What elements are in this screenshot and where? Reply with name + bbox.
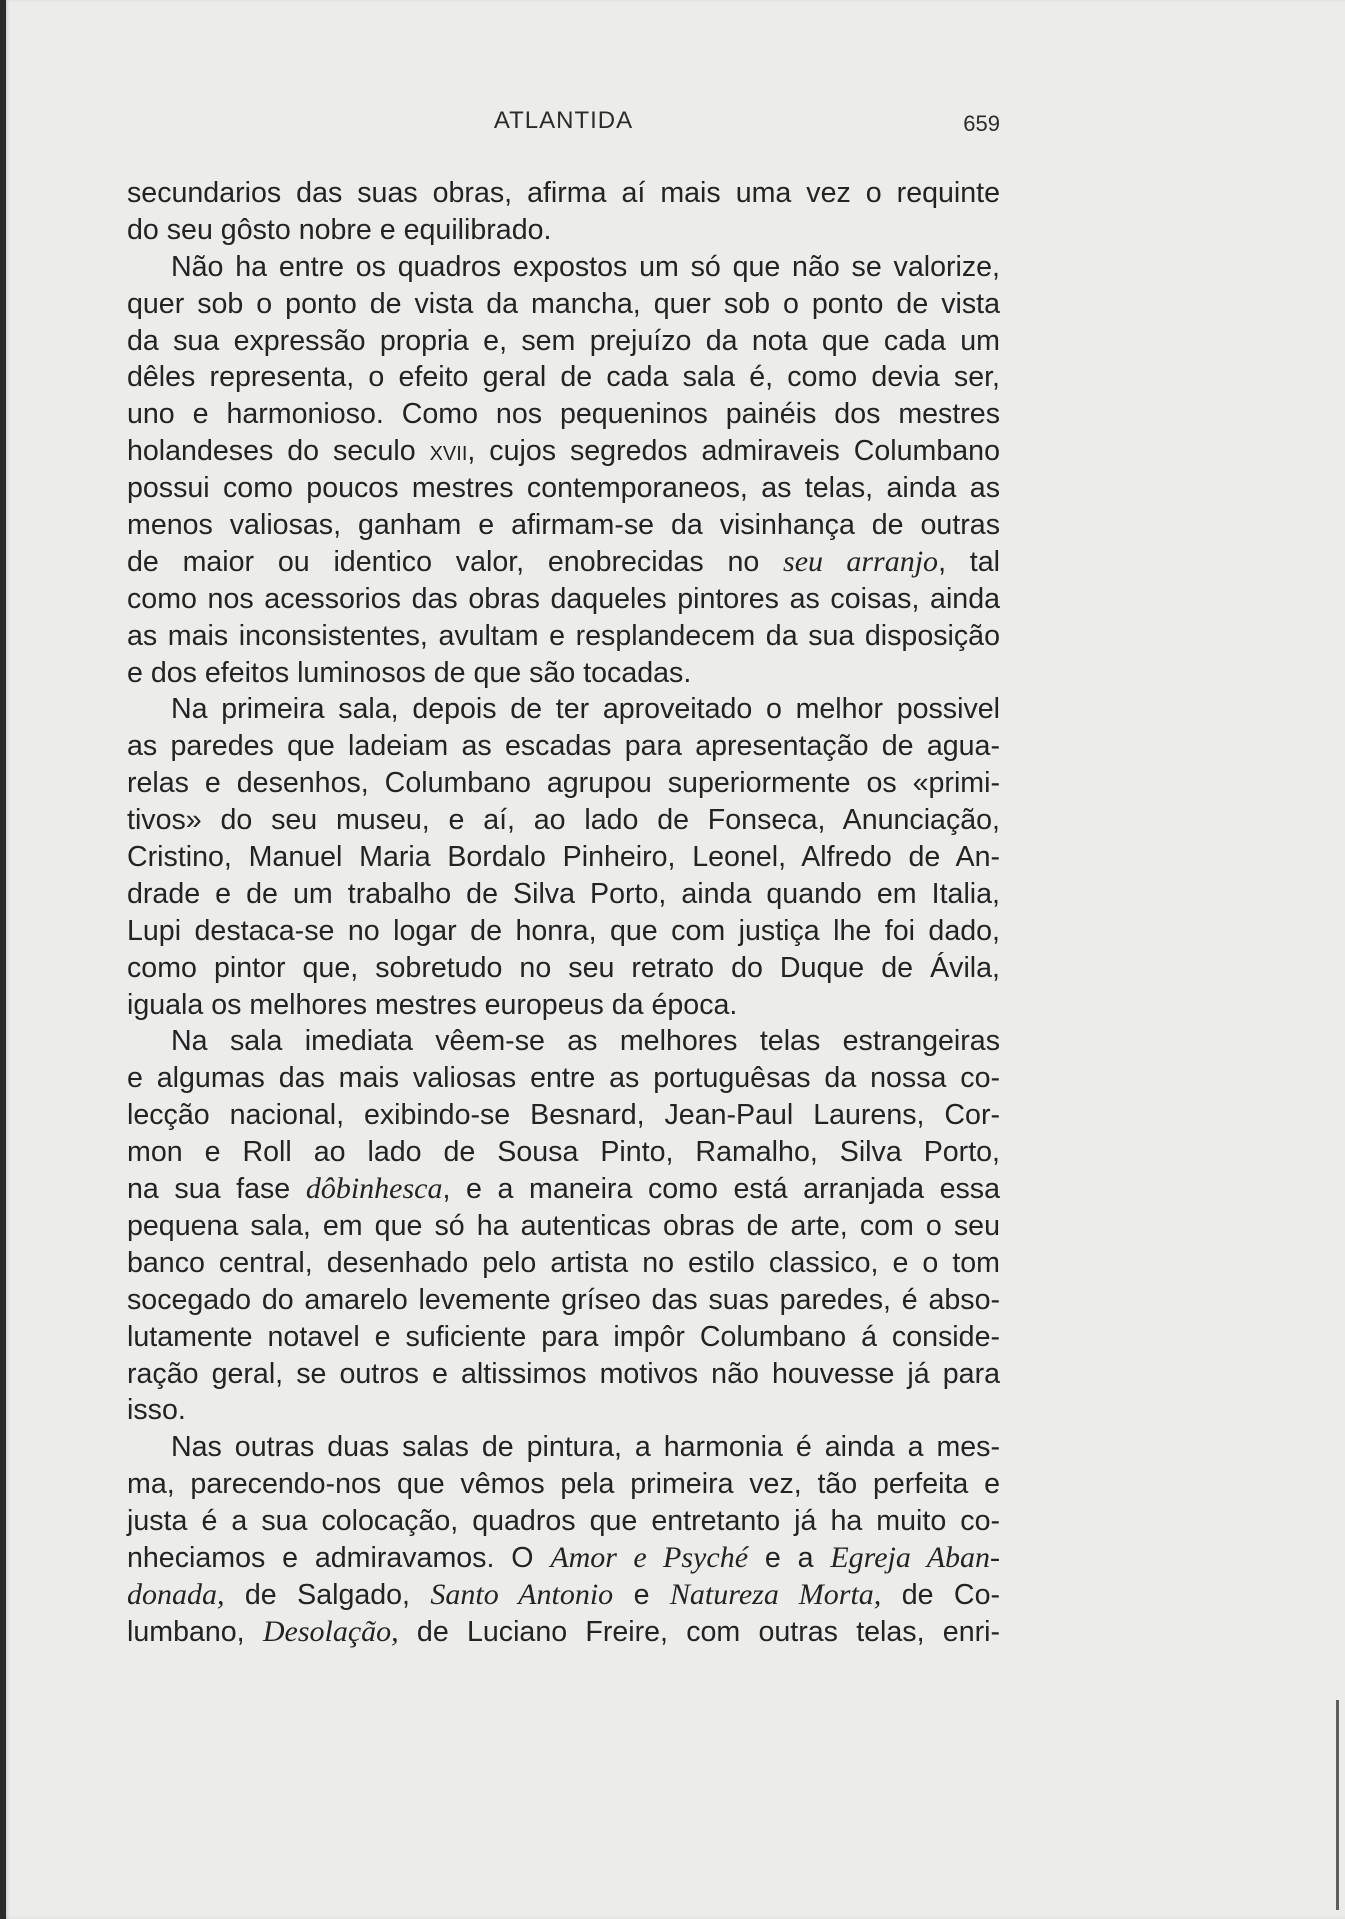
text-line: socegado do amarelo levemente gríseo das suas paredes, é abso-: [127, 1283, 1000, 1316]
running-title: ATLANTIDA: [493, 107, 634, 134]
text-line: menos valiosas, ganham e afirmam-se da visinhança de outras: [127, 509, 1000, 542]
text-line: uno e harmonioso. Como nos pequeninos painéis dos mestres: [127, 398, 1000, 431]
text-segment: nheciamos e admiravamos. O: [127, 1541, 551, 1574]
text-line: [127, 1614, 1000, 1651]
text-line: ração geral, se outros e altissimos motivos não houvesse já para: [127, 1357, 1000, 1390]
text-line: pequena sala, em que só ha autenticas obras de arte, com o seu: [127, 1209, 1000, 1242]
text-line: [127, 1171, 1000, 1208]
italic-phrase: seu arranjo: [783, 544, 939, 578]
text-segment: de Co-: [881, 1578, 1000, 1611]
italic-title: Desolação,: [262, 1614, 399, 1648]
text-line: relas e desenhos, Columbano agrupou superiormente os «primi-: [127, 767, 1000, 800]
italic-title: Santo Antonio: [430, 1577, 614, 1611]
century-numeral: xvii: [429, 435, 468, 468]
text-line: como pintor que, sobretudo no seu retrato do Duque de Ávila,: [127, 951, 1000, 984]
text-segment: e a: [748, 1541, 831, 1574]
text-line: [127, 1577, 1000, 1614]
margin-scan-mark: [1336, 1700, 1339, 1910]
text-line: as paredes que ladeiam as escadas para apresentação de agua-: [127, 730, 1000, 763]
text-segment: de maior ou identico valor, enobrecidas no: [127, 545, 784, 578]
text-line: Nas outras duas salas de pintura, a harmonia é ainda a mes-: [171, 1431, 1000, 1464]
text-segment: de Luciano Freire, com outras telas, enri-: [398, 1615, 1000, 1648]
text-line: possui como poucos mestres contemporaneos, as telas, ainda as: [127, 472, 1000, 505]
text-line: drade e de um trabalho de Silva Porto, ainda quando em Italia,: [127, 877, 1000, 910]
text-line: quer sob o ponto de vista da mancha, quer sob o ponto de vista: [127, 287, 1000, 320]
text-line: [127, 433, 1000, 470]
text-segment: , e a maneira como está arranjada essa: [442, 1173, 1000, 1206]
text-line: Não ha entre os quadros expostos um só que não se valorize,: [171, 250, 1000, 283]
italic-title: Amor e Psyché: [550, 1540, 749, 1574]
text-line: e dos efeitos luminosos de que são tocadas.: [127, 656, 692, 689]
text-segment: , cujos segredos admiraveis Columbano: [467, 435, 1000, 468]
page-header: [127, 107, 1000, 147]
text-line: [127, 1540, 1000, 1577]
text-line: tivos» do seu museu, e aí, ao lado de Fonseca, Anunciação,: [127, 804, 1000, 837]
text-line: isso.: [127, 1394, 186, 1427]
text-line: banco central, desenhado pelo artista no estilo classico, e o tom: [127, 1246, 1000, 1279]
text-line: iguala os melhores mestres europeus da época.: [127, 988, 738, 1021]
italic-phrase: dôbinhesca: [305, 1172, 443, 1206]
text-line: do seu gôsto nobre e equilibrado.: [127, 213, 552, 246]
page-number: 659: [963, 111, 1000, 136]
text-line: dêles representa, o efeito geral de cada sala é, como devia ser,: [127, 361, 1000, 394]
body-text: [127, 175, 1000, 1651]
text-line: as mais inconsistentes, avultam e resplandecem da sua disposição: [127, 619, 1000, 652]
text-line: Na sala imediata vêem-se as melhores telas estrangeiras: [171, 1025, 1000, 1058]
text-line: da sua expressão propria e, sem prejuízo da nota que cada um: [127, 324, 1000, 357]
italic-title: Natureza Morta,: [669, 1577, 882, 1611]
text-line: justa é a sua colocação, quadros que entretanto já ha muito co-: [127, 1505, 1000, 1538]
text-line: lutamente notavel e suficiente para impôr Columbano á conside-: [127, 1320, 1000, 1353]
text-line: lecção nacional, exibindo-se Besnard, Jean-Paul Laurens, Cor-: [127, 1099, 1000, 1132]
text-segment: lumbano,: [127, 1615, 263, 1648]
italic-title: donada,: [127, 1577, 225, 1611]
text-line: Na primeira sala, depois de ter aproveitado o melhor possivel: [171, 693, 1000, 726]
text-line: [127, 544, 1000, 581]
text-line: mon e Roll ao lado de Sousa Pinto, Ramalho, Silva Porto,: [127, 1136, 1000, 1169]
text-segment: de Salgado,: [224, 1578, 431, 1611]
text-line: e algumas das mais valiosas entre as portuguêsas da nossa co-: [127, 1062, 1000, 1095]
text-segment: holandeses do seculo: [127, 435, 430, 468]
text-segment: , tal: [938, 545, 1000, 578]
text-line: Cristino, Manuel Maria Bordalo Pinheiro, Leonel, Alfredo de An-: [127, 841, 1000, 874]
text-segment: e: [613, 1578, 670, 1611]
page-binding-edge: [0, 0, 6, 1919]
text-line: ma, parecendo-nos que vêmos pela primeira vez, tão perfeita e: [127, 1468, 1000, 1501]
text-line: Lupi destaca-se no logar de honra, que com justiça lhe foi dado,: [127, 914, 1000, 947]
text-line: como nos acessorios das obras daqueles pintores as coisas, ainda: [127, 582, 1000, 615]
italic-title: Egreja Aban-: [830, 1540, 1001, 1574]
text-line: secundarios das suas obras, afirma aí mais uma vez o requinte: [127, 177, 1000, 209]
text-segment: na sua fase: [127, 1173, 306, 1206]
